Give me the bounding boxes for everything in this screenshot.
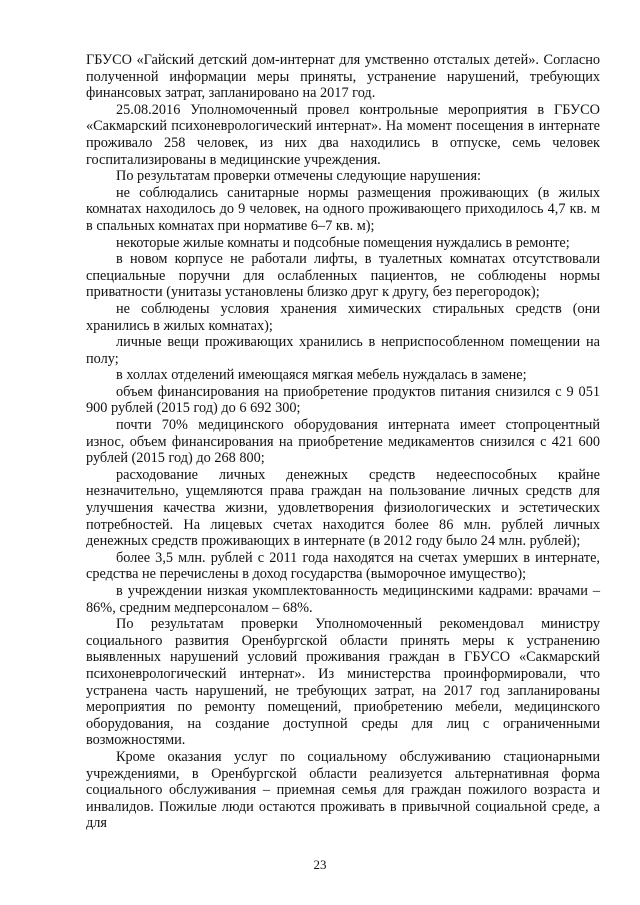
paragraph: ГБУСО «Гайский детский дом-интернат для умственно отсталых детей». Согласно полученной информации меры приняты, устранение нарушений, требующих финансовых затрат, запланировано на 2017 год. (86, 52, 600, 102)
paragraph: По результатам проверки отмечены следующие нарушения: (116, 168, 482, 185)
paragraph: в холлах отделений имеющаяся мягкая мебель нуждалась в замене; (116, 367, 527, 384)
paragraph: почти 70% медицинского оборудования интерната имеет стопроцентный износ, объем финансирования на приобретение медикаментов снизился с 421 600 рублей (2015 год) до 268 800; (86, 417, 600, 467)
paragraph: 25.08.2016 Уполномоченный провел контрольные мероприятия в ГБУСО «Сакмарский психоневрологический интернат». На момент посещения в интернате проживало 258 человек, из них два находились в отпуске, семь человек госпитализированы в медицинские учреждения. (86, 101, 600, 168)
paragraph: объем финансирования на приобретение продуктов питания снизился с 9 051 900 рублей (2015 год) до 6 692 300; (86, 383, 600, 417)
paragraph: По результатам проверки Уполномоченный рекомендовал министру социального развития Оренбургской области принять меры к устранению выявленных нарушений условий проживания граждан в ГБУСО «Сакмарский психоневрологический интернат». Из министерства проинформировали, что устранена часть нарушений, не требующих затрат, на 2017 год запланированы мероприятия по ремонту помещений, приобретению мебели, медицинского оборудования, на создание доступной среды для лиц с ограниченными возможностями. (86, 616, 600, 749)
paragraph: некоторые жилые комнаты и подсобные помещения нуждались в ремонте; (116, 234, 570, 251)
paragraph: более 3,5 млн. рублей с 2011 года находятся на счетах умерших в интернате, средства не перечислены в доход государства (выморочное имущество); (86, 549, 600, 583)
paragraph: в учреждении низкая укомплектованность медицинскими кадрами: врачами – 86%, средним медперсоналом – 68%. (86, 583, 600, 616)
page-number: 23 (313, 857, 327, 872)
paragraph: расходование личных денежных средств недееспособных крайне незначительно, ущемляются права граждан на пользование личных средств для улучшения качества жизни, удовлетворения физиологических и эстетических потребностей. На лицевых счетах находится более 86 млн. рублей личных денежных средств проживающих в интернате (в 2012 году было 24 млн. рублей); (86, 466, 600, 550)
body-text (86, 52, 600, 832)
paragraph: личные вещи проживающих хранились в неприспособленном помещении на полу; (86, 334, 600, 367)
paragraph: Кроме оказания услуг по социальному обслуживанию стационарными учреждениями, в Оренбургской области реализуется альтернативная форма социального обслуживания – приемная семья для граждан пожилого возраста и инвалидов. Пожилые люди остаются проживать в привычной социальной среде, а для (86, 748, 600, 832)
paragraph: в новом корпусе не работали лифты, в туалетных комнатах отсутствовали специальные поручни для ослабленных пациентов, не соблюдены нормы приватности (унитазы установлены близко друг к другу, без перегородок); (86, 251, 600, 301)
paragraph: не соблюдены условия хранения химических стиральных средств (они хранились в жилых комнатах); (86, 300, 600, 334)
paragraph: не соблюдались санитарные нормы размещения проживающих (в жилых комнатах находилось до 9 человек, на одного проживающего приходилось 4,7 кв. м в спальных комнатах при нормативе 6–7 кв. м); (86, 184, 600, 234)
